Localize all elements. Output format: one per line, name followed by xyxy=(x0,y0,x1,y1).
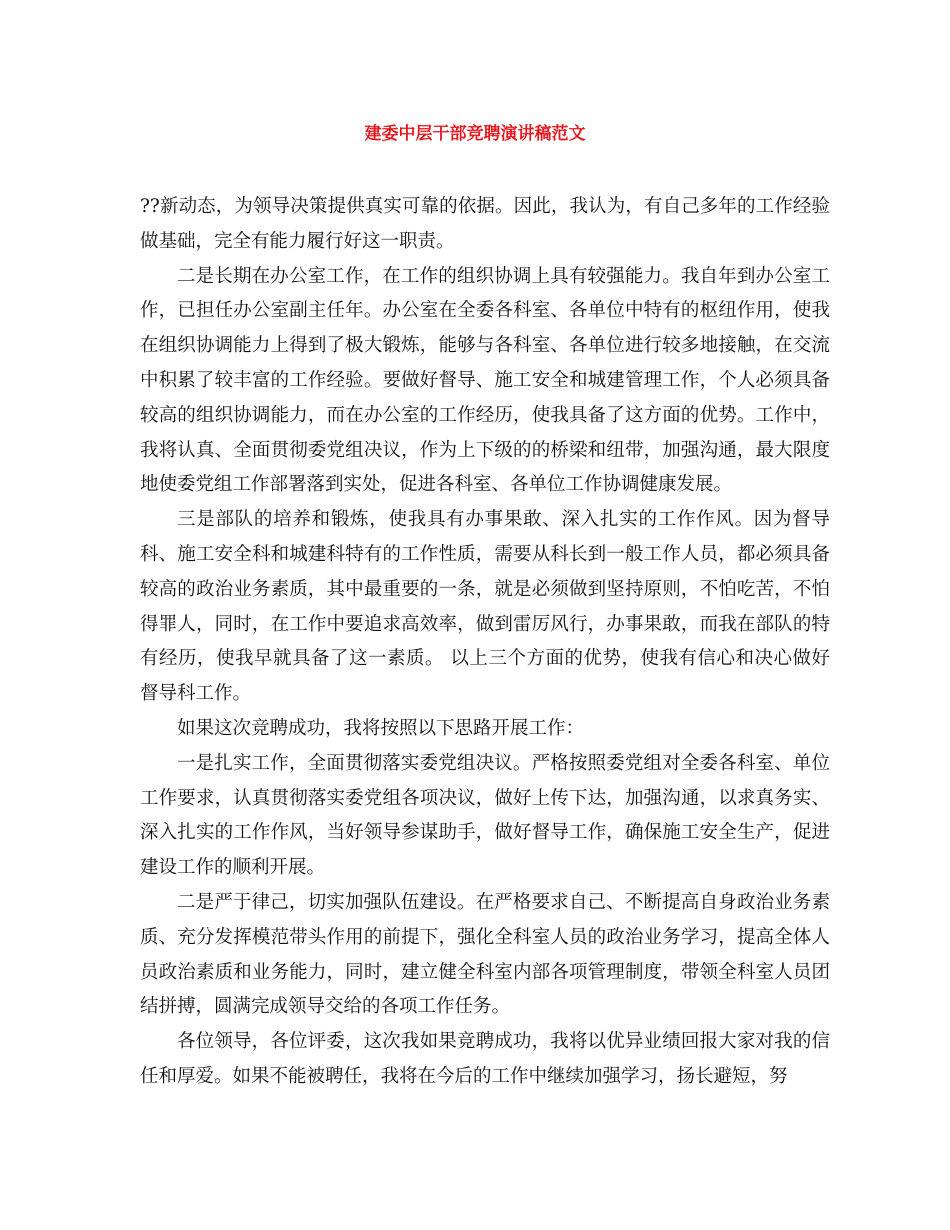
paragraph-work-plan-intro: 如果这次竞聘成功，我将按照以下思路开展工作： xyxy=(177,717,585,739)
paragraph-continuation: ??新动态，为领导决策提供真实可靠的依据。因此，我认为，有自己多年的工作经验做基础，完全有能力履行好这一职责。 xyxy=(140,196,830,252)
document-body xyxy=(140,190,830,1095)
document-title: 建委中层干部竞聘演讲稿范文 xyxy=(364,124,586,144)
paragraph-closing: 各位领导，各位评委，这次我如果竞聘成功，我将以优异业绩回报大家对我的信任和厚爱。如果不能被聘任，我将在今后的工作中继续加强学习，扬长避短，努 xyxy=(140,1031,830,1087)
paragraph-plan-one: 一是扎实工作，全面贯彻落实委党组决议。严格按照委党组对全委各科室、单位工作要求，认真贯彻落实委党组各项决议，做好上传下达，加强沟通，以求真务实、深入扎实的工作作风，当好领导参谋助手，做好督导工作，确保施工安全生产，促进建设工作的顺利开展。 xyxy=(140,752,830,879)
paragraph-military-experience: 三是部队的培养和锻炼，使我具有办事果敢、深入扎实的工作作风。因为督导科、施工安全科和城建科特有的工作性质，需要从科长到一般工作人员，都必须具备较高的政治业务素质，其中最重要的一条，就是必须做到坚持原则，不怕吃苦，不怕得罪人，同时，在工作中要追求高效率，做到雷厉风行，办事果敢，而我在部队的特有经历，使我早就具备了这一素质。 以上三个方面的优势，使我有信心和决心做好督导科工作。 xyxy=(140,509,830,705)
paragraph-plan-two: 二是严于律己，切实加强队伍建设。在严格要求自己、不断提高自身政治业务素质、充分发挥模范带头作用的前提下，强化全科室人员的政治业务学习，提高全体人员政治素质和业务能力，同时，建立健全科室内部各项管理制度，带领全科室人员团结拼搏，圆满完成领导交给的各项工作任务。 xyxy=(140,891,830,1018)
paragraph-office-experience: 二是长期在办公室工作，在工作的组织协调上具有较强能力。我自年到办公室工作，已担任办公室副主任年。办公室在全委各科室、各单位中特有的枢纽作用，使我在组织协调能力上得到了极大锻炼，能够与各科室、各单位进行较多地接触，在交流中积累了较丰富的工作经验。要做好督导、施工安全和城建管理工作，个人必须具备较高的组织协调能力，而在办公室的工作经历，使我具备了这方面的优势。工作中，我将认真、全面贯彻委党组决议，作为上下级的的桥梁和纽带，加强沟通，最大限度地使委党组工作部署落到实处，促进各科室、各单位工作协调健康发展。 xyxy=(140,265,830,496)
